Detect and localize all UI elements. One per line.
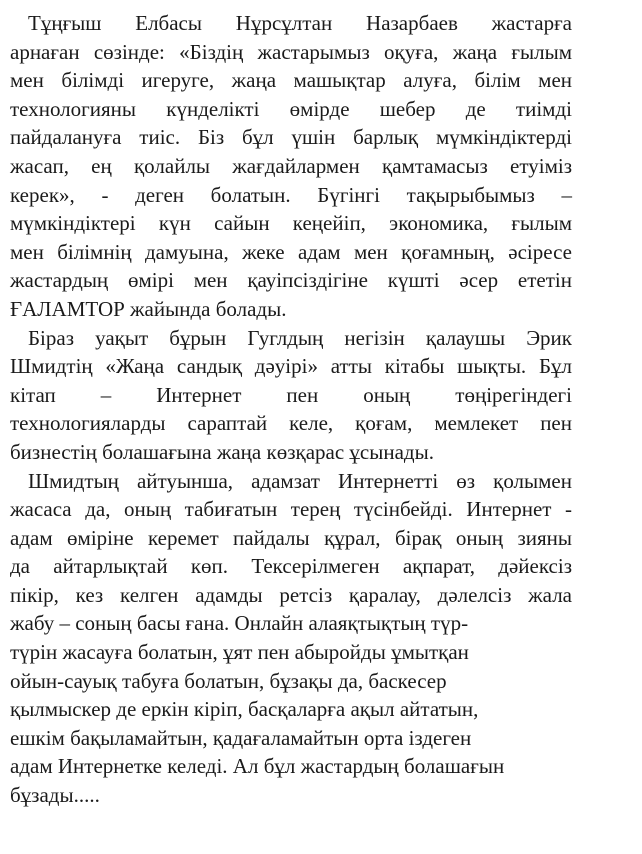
text-line: Шмидтің «Жаңа сандық дәуірі» атты кітабы шықты. Бұл <box>10 354 572 379</box>
text-line: Шмидтың айтуынша, адамзат Интернетті өз қолымен <box>28 468 572 493</box>
text-line: да айтарлықтай көп. Тексерілмеген ақпарат, дәйексіз <box>10 554 572 579</box>
paragraph-1 <box>10 9 572 324</box>
text-line: бизнестің болашағына жаңа көзқарас ұсынады. <box>10 439 434 464</box>
text-line: пайдалануға тиіс. Біз бұл үшін барлық мүмкіндіктерді <box>10 125 572 150</box>
text-line: ҒАЛАМТОР жайында болады. <box>10 296 287 321</box>
text-line: жабу – соның басы ғана. Онлайн алаяқтықтың түр- <box>10 611 469 636</box>
text-line: ойын-сауық табуға болатын, бұзақы да, баскесер <box>10 668 447 693</box>
text-line: керек», - деген болатын. Бүгінгі тақырыбымыз – <box>10 182 572 207</box>
text-line: Біраз уақыт бұрын Гуглдың негізін қалаушы Эрик <box>28 325 572 350</box>
text-line: жасаса да, оның табиғатын терең түсінбейді. Интернет - <box>10 497 572 522</box>
text-line: технологияны күнделікті өмірде шебер де тиімді <box>10 96 572 121</box>
text-line: жасап, ең қолайлы жағдайлармен қамтамасыз етуіміз <box>10 153 572 178</box>
text-line: мүмкіндіктері күн сайын кеңейіп, экономика, ғылым <box>10 211 572 236</box>
text-line: қылмыскер де еркін кіріп, басқаларға ақыл айтатын, <box>10 697 479 722</box>
text-line: технологияларды сараптай келе, қоғам, мемлекет пен <box>10 411 572 436</box>
paragraph-2 <box>10 324 572 467</box>
text-line: кітап – Интернет пен оның төңірегіндегі <box>10 382 572 407</box>
text-line: адам Интернетке келеді. Ал бұл жастардың болашағын <box>10 754 505 779</box>
text-line: мен білімді игеруге, жаңа машықтар алуға, білім мен <box>10 68 572 93</box>
paragraph-3 <box>10 467 572 810</box>
text-line: жастардың өмірі мен қауіпсіздігіне күшті әсер ететін <box>10 268 572 293</box>
text-line: Тұңғыш Елбасы Нұрсұлтан Назарбаев жастарға <box>28 11 572 35</box>
text-line: бұзады..... <box>10 783 100 808</box>
text-line: пікір, кез келген адамды ретсіз қаралау, дәлелсіз жала <box>10 582 572 607</box>
text-line: мен білімнің дамуына, жеке адам мен қоғамның, әсіресе <box>10 239 572 264</box>
text-line: ешкім бақыламайтын, қадағаламайтын орта іздеген <box>10 725 472 750</box>
text-line: адам өміріне керемет пайдалы құрал, бірақ оның зияны <box>10 525 572 550</box>
text-line: түрін жасауға болатын, ұят пен абыройды ұмытқан <box>10 640 469 665</box>
document-page <box>10 9 572 810</box>
text-line: арнаған сөзінде: «Біздің жастарымыз оқуға, жаңа ғылым <box>10 39 572 64</box>
